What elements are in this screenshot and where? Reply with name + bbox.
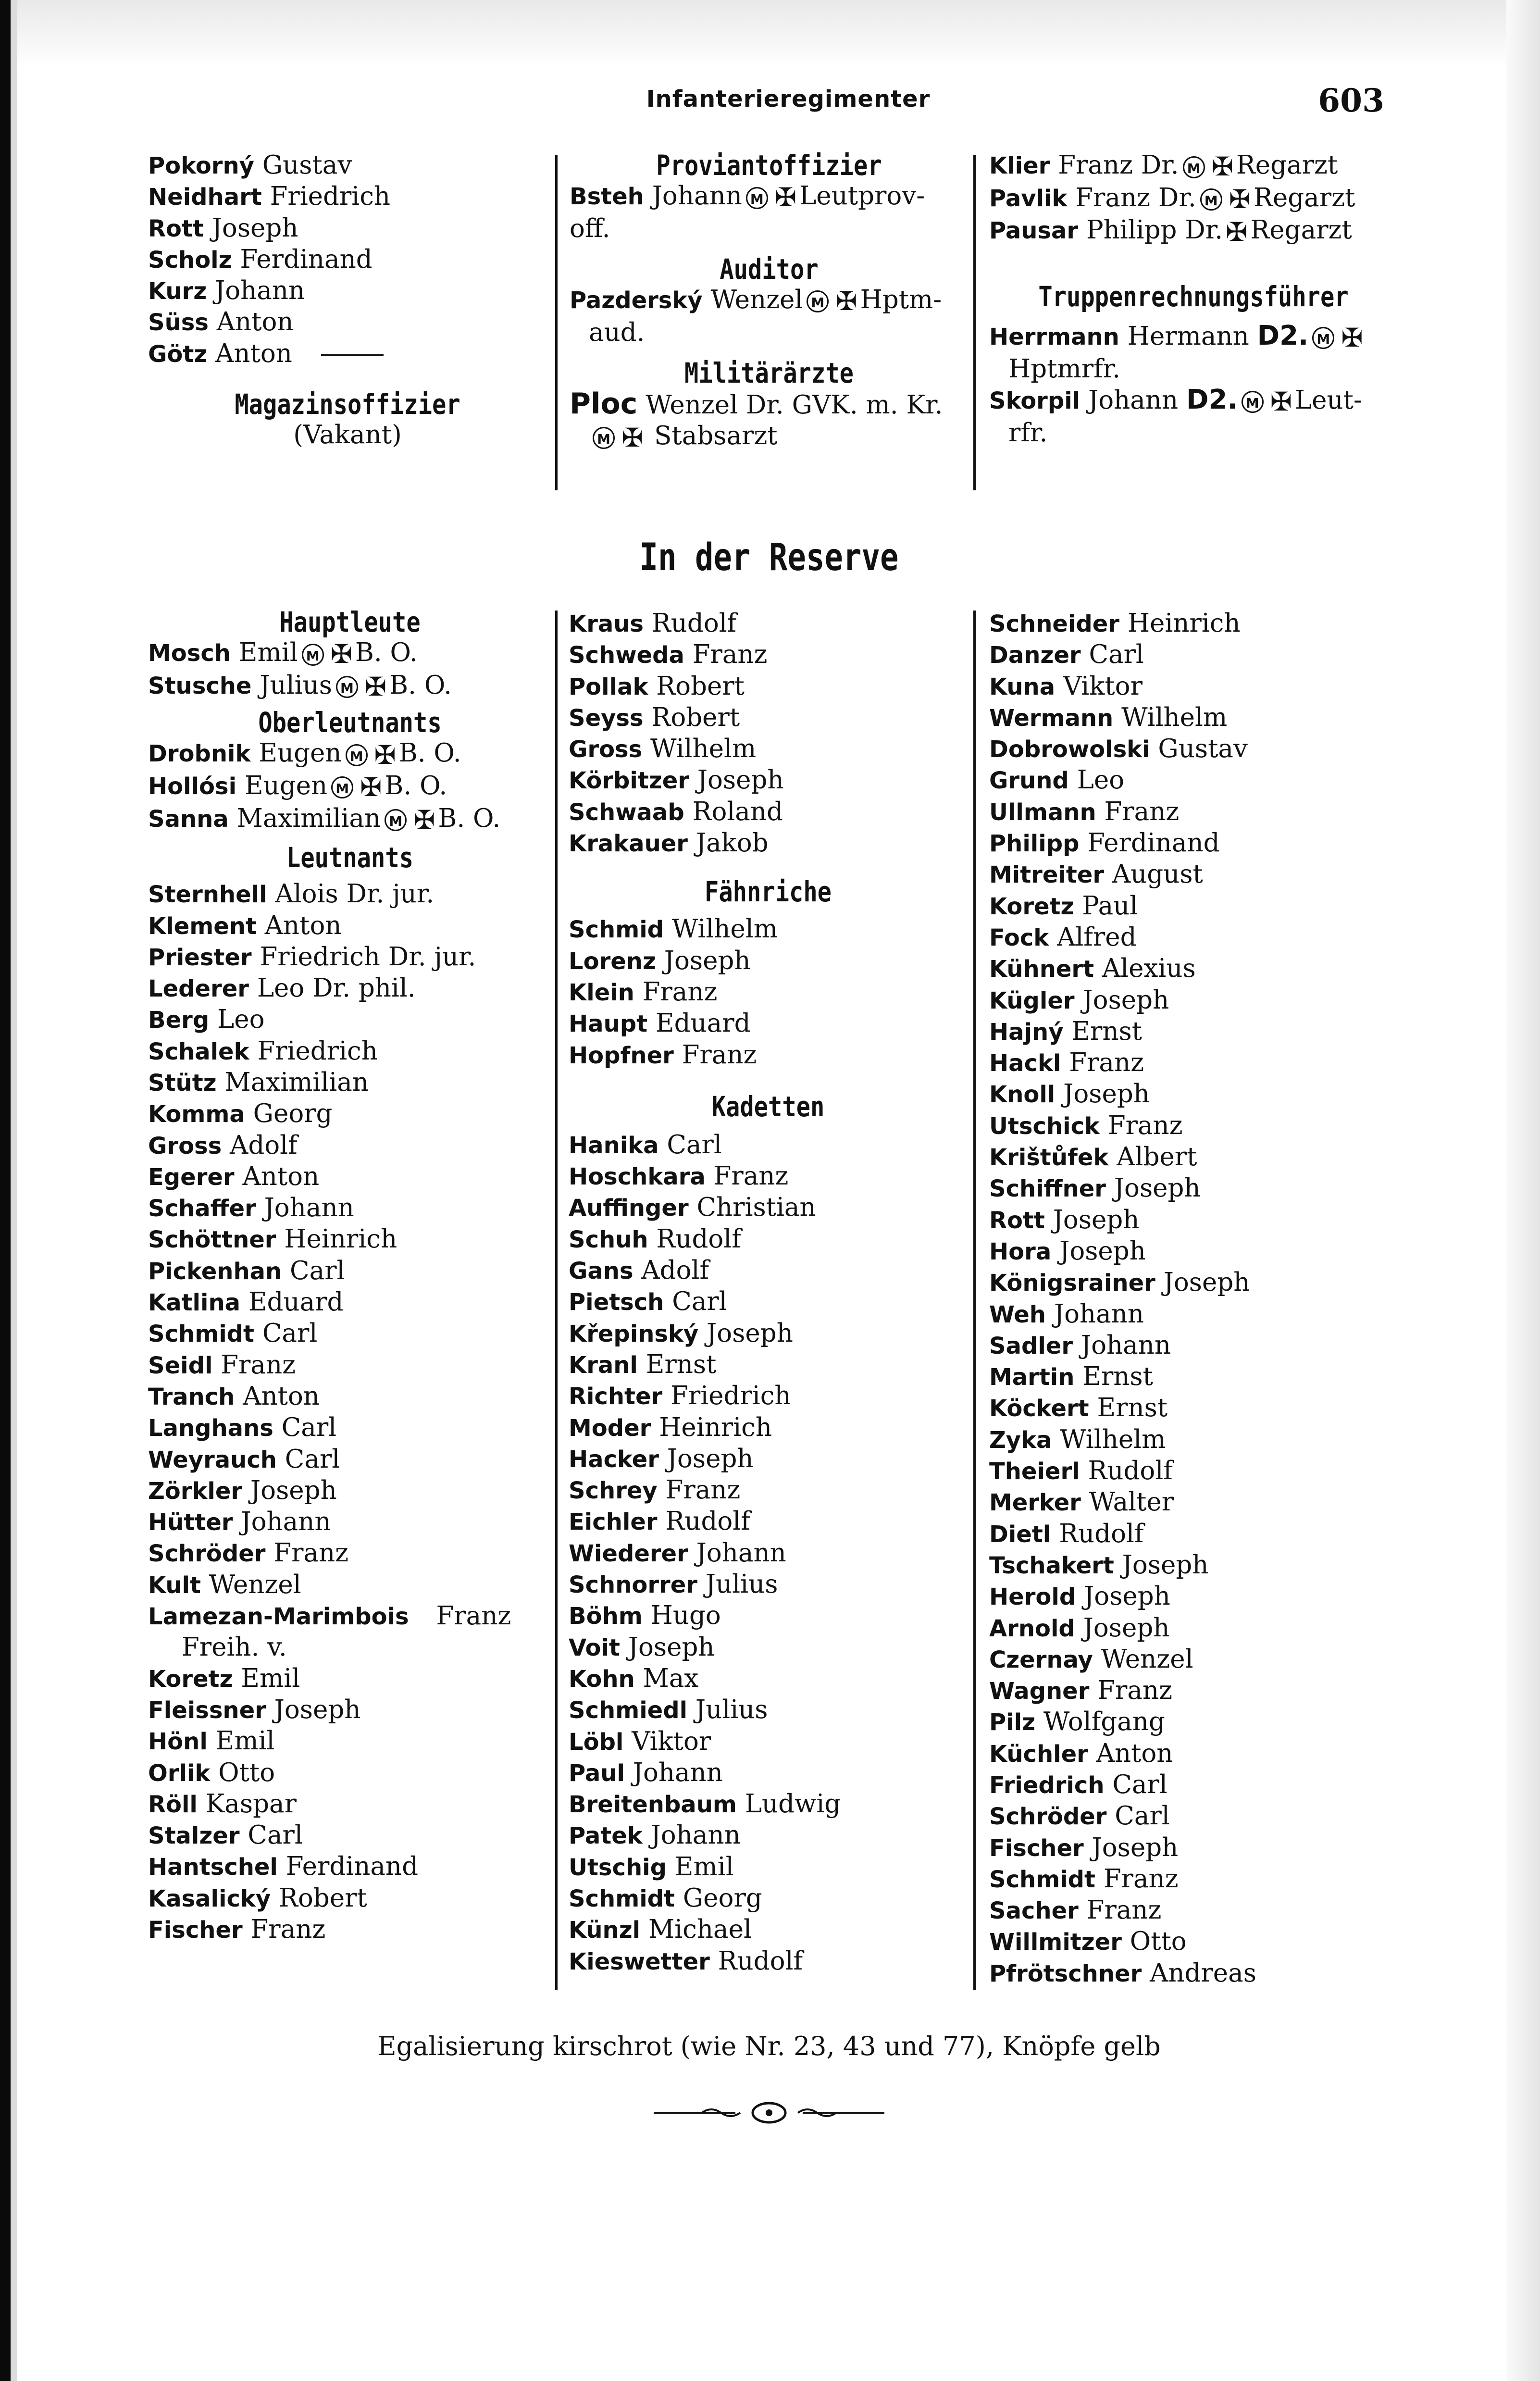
- list-item: Kügler Joseph: [989, 985, 1169, 1015]
- medal-icon: M: [593, 427, 615, 449]
- list-item: Danzer Carl: [989, 640, 1144, 670]
- list-item: Sternhell Alois Dr. jur.: [148, 879, 435, 909]
- list-item: Kohn Max: [569, 1663, 699, 1693]
- cross-icon: ✠: [621, 422, 644, 453]
- list-item: Dietl Rudolf: [989, 1519, 1144, 1548]
- list-item: Pietsch Carl: [569, 1287, 727, 1317]
- scan-right-edge: [1506, 0, 1540, 2381]
- end-dash: [321, 354, 384, 356]
- list-item: Willmitzer Otto: [989, 1927, 1187, 1957]
- cross-icon: ✠: [1341, 323, 1363, 353]
- list-item: Kult Wenzel: [148, 1570, 301, 1599]
- list-item: Tschakert Joseph: [989, 1550, 1209, 1580]
- ornament-divider-icon: [654, 2098, 884, 2127]
- list-item: Röll Kaspar: [148, 1789, 297, 1819]
- list-item: Eichler Rudolf: [569, 1507, 750, 1536]
- list-item: Küchler Anton: [989, 1738, 1173, 1768]
- list-item: Merker Walter: [989, 1487, 1174, 1517]
- vacant-note: (Vakant): [293, 420, 402, 450]
- list-item: Herold Joseph: [989, 1582, 1170, 1611]
- column-1-top: [148, 150, 547, 450]
- running-head: Infanterieregimenter: [646, 86, 931, 112]
- list-item: Krištůfek Albert: [989, 1142, 1197, 1172]
- medal-icon: M: [346, 744, 368, 766]
- list-item: Hollósi Eugen M ✠ B. O.: [148, 771, 447, 803]
- section-heading-kadetten: Kadetten: [711, 1090, 825, 1123]
- list-item: Lamezan-Marimbois Franz: [148, 1601, 511, 1631]
- footer-note: Egalisierung kirschrot (wie Nr. 23, 43 und 77), Knöpfe gelb: [377, 2031, 1161, 2061]
- cross-icon: ✠: [1270, 386, 1292, 417]
- list-item: Pollak Robert: [569, 671, 745, 701]
- list-item: Grund Leo: [989, 765, 1125, 795]
- list-item: Herrmann Hermann D2. M ✠: [989, 320, 1363, 353]
- column-rule-top-1: [555, 155, 558, 490]
- list-item-continuation: aud.: [589, 317, 645, 347]
- list-item: Kieswetter Rudolf: [569, 1946, 803, 1976]
- page-top-shading: [17, 0, 1507, 67]
- list-item: Weh Johann: [989, 1299, 1144, 1329]
- list-item: Utschick Franz: [989, 1110, 1183, 1140]
- list-item: Hopfner Franz: [569, 1040, 757, 1070]
- list-item: Süss Anton: [148, 307, 294, 337]
- list-item: Pokorný Gustav: [148, 150, 352, 180]
- cross-icon: ✠: [835, 286, 857, 317]
- list-item: Schweda Franz: [569, 640, 768, 670]
- list-item: Weyrauch Carl: [148, 1444, 340, 1474]
- name-list: [148, 150, 547, 370]
- list-item: Kühnert Alexius: [989, 954, 1196, 984]
- column-1-bottom: [148, 607, 552, 1945]
- list-item: Lorenz Joseph: [569, 946, 751, 975]
- list-item: Schalek Friedrich: [148, 1036, 378, 1066]
- list-item: Scholz Ferdinand: [148, 244, 373, 274]
- cross-icon: ✠: [330, 639, 352, 670]
- list-item: Breitenbaum Ludwig: [569, 1789, 841, 1819]
- column-3-top: [989, 150, 1398, 449]
- column-3-bottom: [989, 608, 1403, 1989]
- page-number: 603: [1318, 82, 1384, 119]
- list-item: Hütter Johann: [148, 1507, 331, 1537]
- list-item-continuation: Freih. v.: [182, 1633, 287, 1662]
- list-item: Arnold Joseph: [989, 1613, 1170, 1643]
- medal-icon: M: [1183, 156, 1205, 178]
- list-item: Ploc Wenzel Dr. GVK. m. Kr.: [570, 386, 943, 421]
- list-item-continuation: off.: [570, 213, 610, 243]
- list-item: Pilz Wolfgang: [989, 1707, 1165, 1737]
- list-item: Köckert Ernst: [989, 1393, 1168, 1423]
- medal-icon: M: [336, 676, 358, 698]
- list-item: Hacker Joseph: [569, 1444, 754, 1473]
- section-heading-truppenrechnungsfuehrer: Truppenrechnungsführer: [1038, 280, 1349, 313]
- list-item-continuation: rfr.: [1008, 418, 1048, 448]
- scan-left-edge-shadow: [11, 0, 17, 2381]
- section-heading-leutnants: Leutnants: [286, 841, 413, 874]
- list-item: Pavlik Franz Dr. M ✠ Regarzt: [989, 183, 1355, 214]
- list-item: Pazderský Wenzel M ✠ Hptm-: [570, 285, 942, 317]
- medal-icon: M: [302, 644, 324, 666]
- list-item: Orlik Otto: [148, 1758, 275, 1787]
- list-item: Hajný Ernst: [989, 1016, 1142, 1046]
- list-item: Martin Ernst: [989, 1362, 1153, 1392]
- list-item: Schwaab Roland: [569, 797, 783, 826]
- list-item: Schröder Franz: [148, 1538, 349, 1568]
- section-heading-reserve: In der Reserve: [639, 536, 899, 579]
- list-item: Gans Adolf: [569, 1256, 709, 1285]
- list-item: Langhans Carl: [148, 1413, 337, 1443]
- list-item: Götz Anton: [148, 338, 547, 370]
- list-item-continuation: M ✠ Stabsarzt: [570, 421, 969, 453]
- list-item: Kasalický Robert: [148, 1883, 367, 1913]
- list-item: Krakauer Jakob: [569, 828, 769, 858]
- list-item: Richter Friedrich: [569, 1381, 791, 1411]
- list-item: Ullmann Franz: [989, 797, 1180, 826]
- section-heading-magazinsoffizier: Magazinsoffizier: [235, 388, 460, 421]
- list-item: Koretz Emil: [148, 1663, 300, 1693]
- list-item: Fleissner Joseph: [148, 1695, 361, 1724]
- list-item: Schneider Heinrich: [989, 609, 1241, 638]
- list-item: Berg Leo: [148, 1005, 265, 1035]
- column-rule-bottom-2: [973, 611, 976, 1990]
- list-item: Schmidt Franz: [989, 1864, 1179, 1894]
- list-item: Fischer Joseph: [989, 1832, 1179, 1862]
- list-item: Hackl Franz: [989, 1048, 1144, 1078]
- list-item: Fock Alfred: [989, 922, 1137, 952]
- column-rule-top-2: [973, 155, 976, 490]
- list-item: Zörkler Joseph: [148, 1475, 337, 1505]
- section-heading-faehnriche: Fähnriche: [705, 875, 832, 909]
- list-item: Dobrowolski Gustav: [989, 734, 1248, 764]
- medal-icon: M: [1200, 188, 1222, 211]
- section-heading-proviantoffizier: Proviantoffizier: [656, 149, 882, 182]
- list-item: Sacher Franz: [989, 1895, 1162, 1925]
- cross-icon: ✠: [1211, 151, 1233, 182]
- list-item: Künzl Michael: [569, 1915, 752, 1945]
- list-item: Neidhart Friedrich: [148, 182, 391, 212]
- list-item: Theierl Rudolf: [989, 1456, 1173, 1486]
- list-item: Kurz Johann: [148, 276, 305, 306]
- list-item: Komma Georg: [148, 1099, 333, 1129]
- list-item: Schuh Rudolf: [569, 1224, 741, 1254]
- list-item: Haupt Eduard: [569, 1009, 751, 1038]
- medal-icon: M: [385, 809, 407, 831]
- list-item: Seidl Franz: [148, 1350, 296, 1380]
- cross-icon: ✠: [1226, 216, 1248, 247]
- list-item: Rott Joseph: [148, 213, 298, 243]
- list-item: Lederer Leo Dr. phil.: [148, 973, 416, 1003]
- leutnants-list: [148, 879, 552, 1945]
- list-item: Löbl Viktor: [569, 1726, 711, 1756]
- column-2-bottom: [569, 608, 968, 1977]
- list-item: Rott Joseph: [989, 1205, 1140, 1234]
- cross-icon: ✠: [413, 804, 435, 835]
- medal-icon: M: [746, 187, 768, 209]
- list-item: Hoschkara Franz: [569, 1161, 789, 1191]
- list-item: Klier Franz Dr. M ✠ Regarzt: [989, 150, 1338, 182]
- medal-icon: M: [1312, 327, 1334, 349]
- list-item: Wagner Franz: [989, 1676, 1173, 1706]
- list-item: Kranl Ernst: [569, 1349, 717, 1379]
- list-item: Utschig Emil: [569, 1852, 734, 1882]
- list-item: Gross Wilhelm: [569, 734, 757, 764]
- list-item: Paul Johann: [569, 1758, 723, 1787]
- list-item: Kraus Rudolf: [569, 609, 737, 638]
- list-item: Klement Anton: [148, 910, 342, 940]
- list-item: Schmid Wilhelm: [569, 914, 778, 944]
- list-item: Schaffer Johann: [148, 1193, 354, 1223]
- cross-icon: ✠: [774, 182, 797, 213]
- list-item: Böhm Hugo: [569, 1601, 721, 1631]
- list-item: Friedrich Carl: [989, 1770, 1167, 1799]
- list-item: Hora Joseph: [989, 1236, 1146, 1266]
- list-item: Skorpil Johann D2. M ✠ Leut-: [989, 384, 1362, 417]
- list-item: Wiederer Johann: [569, 1538, 786, 1568]
- list-item: Pfrötschner Andreas: [989, 1958, 1256, 1988]
- kadetten-list: [569, 1130, 968, 1977]
- medal-icon: M: [1242, 391, 1264, 413]
- list-item: Fischer Franz: [148, 1915, 326, 1944]
- list-item: Moder Heinrich: [569, 1412, 772, 1442]
- list-item: Zyka Wilhelm: [989, 1424, 1166, 1454]
- list-item: Schnorrer Julius: [569, 1570, 778, 1599]
- list-item: Voit Joseph: [569, 1632, 715, 1662]
- list-item: Kuna Viktor: [989, 671, 1143, 701]
- list-item: Schöttner Heinrich: [148, 1224, 397, 1254]
- scan-left-edge: [0, 0, 11, 2381]
- section-heading-hauptleute: Hauptleute: [279, 606, 421, 638]
- list-item: Schrey Franz: [569, 1475, 741, 1505]
- column-rule-bottom-1: [555, 611, 558, 1990]
- list-item: Mosch Emil M ✠ B. O.: [148, 638, 418, 670]
- list-item: Priester Friedrich Dr. jur.: [148, 942, 476, 972]
- list-item: Hönl Emil: [148, 1726, 275, 1756]
- section-heading-oberleutnants: Oberleutnants: [258, 706, 442, 739]
- list-item: Schmidt Georg: [569, 1883, 762, 1913]
- list-item: Bsteh Johann M ✠ Leutprov-: [570, 181, 925, 213]
- list-item: Drobnik Eugen M ✠ B. O.: [148, 738, 461, 770]
- list-item: Stalzer Carl: [148, 1820, 303, 1850]
- list-item: Philipp Ferdinand: [989, 828, 1220, 858]
- cross-icon: ✠: [1229, 184, 1251, 214]
- cross-icon: ✠: [360, 772, 382, 803]
- list-item: Křepinský Joseph: [569, 1318, 793, 1348]
- cross-icon: ✠: [364, 671, 387, 702]
- list-item: Sadler Johann: [989, 1330, 1171, 1360]
- list-item: Egerer Anton: [148, 1161, 320, 1191]
- list-item: Klein Franz: [569, 977, 718, 1007]
- list-item: Schiffner Joseph: [989, 1173, 1201, 1203]
- cross-icon: ✠: [374, 739, 396, 770]
- list-item: Knoll Joseph: [989, 1079, 1150, 1109]
- list-item: Mitreiter August: [989, 860, 1203, 889]
- medal-icon: M: [807, 290, 829, 312]
- list-item: Katlina Eduard: [148, 1287, 344, 1317]
- column-2-top: [570, 150, 969, 453]
- list-item: Sanna Maximilian M ✠ B. O.: [148, 803, 501, 835]
- section-heading-militaeraerzte: Militärärzte: [684, 356, 854, 389]
- list-item: Stütz Maximilian: [148, 1067, 369, 1097]
- list-item: Königsrainer Joseph: [989, 1268, 1250, 1297]
- list-item: Patek Johann: [569, 1820, 741, 1850]
- list-item: Tranch Anton: [148, 1381, 320, 1411]
- list-item: Schmiedl Julius: [569, 1695, 768, 1725]
- list-item: Pausar Philipp Dr. ✠ Regarzt: [989, 215, 1352, 247]
- list-item: Stusche Julius M ✠ B. O.: [148, 670, 452, 702]
- medal-icon: M: [331, 776, 353, 798]
- list-item: Schmidt Carl: [148, 1319, 318, 1348]
- list-item: Hantschel Ferdinand: [148, 1852, 418, 1882]
- section-heading-auditor: Auditor: [720, 252, 819, 286]
- list-item: Schröder Carl: [989, 1801, 1170, 1831]
- list-item: Pickenhan Carl: [148, 1256, 345, 1285]
- list-item: Auffinger Christian: [569, 1193, 816, 1222]
- list-item-continuation: Hptmrfr.: [1008, 354, 1121, 384]
- list-item: Körbitzer Joseph: [569, 765, 784, 795]
- list-item: Wermann Wilhelm: [989, 702, 1228, 732]
- list-item: Koretz Paul: [989, 891, 1138, 921]
- list-item: Hanika Carl: [569, 1130, 722, 1159]
- list-item: Czernay Wenzel: [989, 1644, 1193, 1674]
- list-item: Seyss Robert: [569, 702, 740, 732]
- list-item: Gross Adolf: [148, 1130, 298, 1160]
